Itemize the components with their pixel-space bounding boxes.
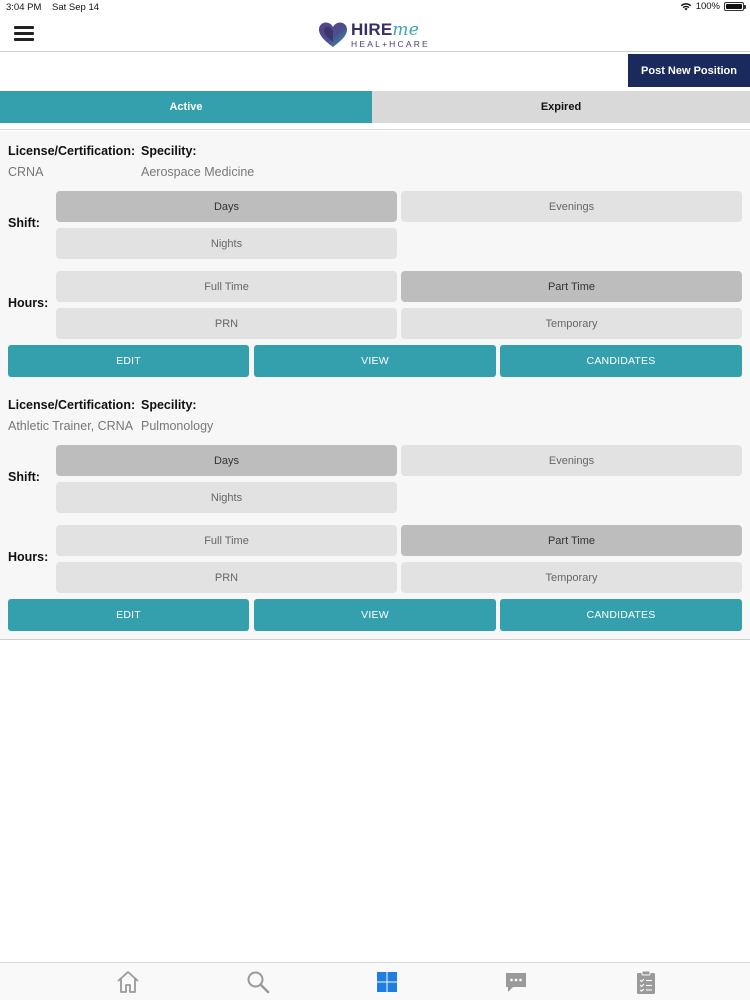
- shift-evenings-option[interactable]: Evenings: [401, 445, 742, 476]
- hours-label: Hours:: [8, 296, 49, 310]
- tabs-divider: [0, 129, 750, 130]
- hours-temporary-option[interactable]: Temporary: [401, 308, 742, 339]
- license-label: License/Certification:: [8, 144, 136, 158]
- license-label: License/Certification:: [8, 398, 136, 412]
- hours-label: Hours:: [8, 550, 49, 564]
- search-icon[interactable]: [245, 969, 271, 995]
- logo-text: [351, 21, 430, 49]
- hours-part-time-option[interactable]: Part Time: [401, 271, 742, 302]
- status-right: [680, 1, 744, 12]
- shift-evenings-option[interactable]: Evenings: [401, 191, 742, 222]
- status-date: Sat Sep 14: [52, 2, 100, 13]
- logo-healthcare: HEAL+HCARE: [351, 39, 430, 50]
- card-labels: [8, 144, 197, 158]
- license-value: Athletic Trainer, CRNA: [8, 419, 134, 433]
- speciality-label: Specility:: [141, 398, 197, 412]
- hours-full-time-option[interactable]: Full Time: [56, 271, 397, 302]
- hours-temporary-option[interactable]: Temporary: [401, 562, 742, 593]
- clipboard-icon[interactable]: [633, 969, 659, 995]
- tab-active[interactable]: Active: [0, 91, 372, 123]
- status-time-date: [6, 2, 99, 13]
- hireme-healthcare-logo: [318, 20, 430, 50]
- status-time: 3:04 PM: [6, 2, 42, 13]
- battery-icon: [724, 2, 744, 11]
- shift-days-option[interactable]: Days: [56, 445, 397, 476]
- bottom-tab-bar: [0, 962, 750, 1000]
- hamburger-menu-icon[interactable]: [14, 26, 34, 42]
- app-header: [0, 16, 750, 52]
- status-bar: [0, 0, 750, 16]
- hours-prn-option[interactable]: PRN: [56, 308, 397, 339]
- position-status-tabs: [0, 91, 750, 123]
- position-card: [0, 131, 750, 386]
- speciality-label: Specility:: [141, 144, 197, 158]
- card-labels: [8, 398, 197, 412]
- position-card: [0, 385, 750, 640]
- edit-button[interactable]: EDIT: [8, 599, 249, 631]
- logo-hire: HIRE: [351, 20, 393, 40]
- chat-icon[interactable]: [503, 969, 529, 995]
- view-button[interactable]: VIEW: [254, 345, 496, 377]
- home-icon[interactable]: [115, 969, 141, 995]
- hours-prn-option[interactable]: PRN: [56, 562, 397, 593]
- battery-percent: 100%: [695, 1, 720, 12]
- battery-fill: [726, 4, 742, 9]
- view-button[interactable]: VIEW: [254, 599, 496, 631]
- candidates-button[interactable]: CANDIDATES: [500, 345, 742, 377]
- heart-logo-icon: [318, 21, 348, 49]
- tab-expired[interactable]: Expired: [372, 91, 750, 123]
- shift-label: Shift:: [8, 470, 40, 484]
- grid-icon[interactable]: [374, 969, 400, 995]
- post-new-position-button[interactable]: Post New Position: [628, 54, 750, 87]
- shift-days-option[interactable]: Days: [56, 191, 397, 222]
- speciality-value: Aerospace Medicine: [141, 165, 255, 179]
- candidates-button[interactable]: CANDIDATES: [500, 599, 742, 631]
- hours-full-time-option[interactable]: Full Time: [56, 525, 397, 556]
- shift-label: Shift:: [8, 216, 40, 230]
- edit-button[interactable]: EDIT: [8, 345, 249, 377]
- speciality-value: Pulmonology: [141, 419, 214, 433]
- shift-nights-option[interactable]: Nights: [56, 228, 397, 259]
- shift-nights-option[interactable]: Nights: [56, 482, 397, 513]
- hours-part-time-option[interactable]: Part Time: [401, 525, 742, 556]
- logo-me: me: [392, 20, 420, 41]
- license-value: CRNA: [8, 165, 44, 179]
- wifi-icon: [680, 2, 692, 11]
